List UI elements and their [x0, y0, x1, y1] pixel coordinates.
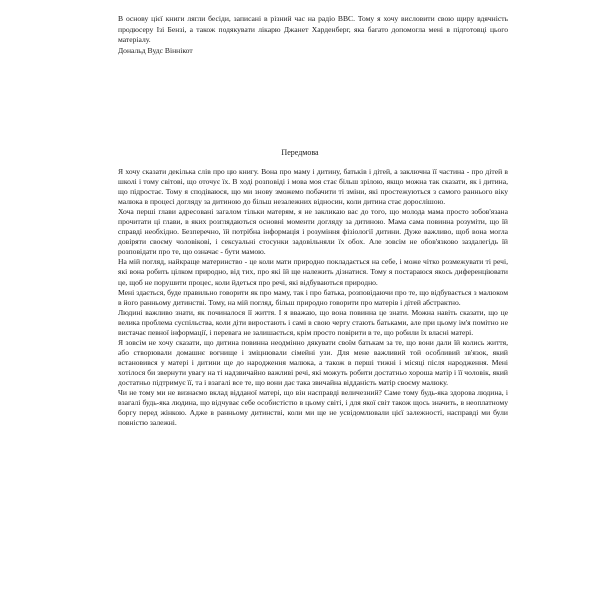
paragraph: На мій погляд, найкраще материнство - це коли мати природно покладається на себе, і може чітко розмежувати ті речі, які вона робить цілком природно, від тих, про які їй ще належить дізнатися. Тому я постараюся якось диференціювати це, щоб не порушити процес, коли йдеться про речі, які відбуваються природно. — [118, 257, 508, 287]
paragraph: Я хочу сказати декілька слів про цю книгу. Вона про маму і дитину, батьків і дітей, а заключна її частина - про дітей в школі і тому світові, що оточує їх. В ході розповіді і мова моя стає більш зрілою, якщо можна так сказати, як і дитина, що підростає. Тому я сподіваюся, що ми знову зможемо побачити ті зміни, які простежуються з самого раннього віку малюка в процесі догляду за дитиною до більш незалежних відносин, коли дитина стає дорослішою. — [118, 167, 508, 207]
paragraph: Людині важливо знати, як починалося її життя. І я вважаю, що вона повинна це знати. Можна навіть сказати, що це велика проблема суспільства, коли діти виростають і самі в свою чергу стають батьками, але при цьому ім'я помітно не вистачає певної інформації, і перевага не залишається, крім просто повірити в те, що робили їх власні матері. — [118, 307, 508, 337]
paragraph: Хоча перші глави адресовані загалом тільки матерям, я не закликаю вас до того, що молода мама просто зобов'язана прочитати ці глави, в яких розглядаються основні моменти догляду за дитиною. Мама сама повинна розуміти, що їй справді необхідно. Безперечно, їй потрібна інформація і розуміння фізіології дитини. Дуже важливо, щоб вона могла довіряти своєму чоловікові, і сексуальні стосунки задовільняли їх обох. Але зовсім не обов'язково заздалегідь їй розповідати про те, що означає - бути мамою. — [118, 207, 508, 257]
paragraph: Мені здається, буде правильно говорити як про маму, так і про батька, розповідаючи про те, що відбувається з малюком в його ранньому дитинстві. Тому, на мій погляд, більш природно говорити про матерів і дітей абстрактно. — [118, 287, 508, 307]
section-heading: Передмова — [281, 148, 319, 157]
author-signature: Дональд Вудс Віннікот — [118, 45, 193, 55]
paragraph: Я зовсім не хочу сказати, що дитина повинна неодмінно дякувати своїм батькам за те, що вони дали їй колись життя, або створювали домашнє вогнище і зміцнювали сімейні узи. Для мене важливий той особливий зв'язок, який встановився у матері і дитини ще до народження малюка, а також в перші тижні і місяці після народження. Мені хотілося би звернути увагу на ті надзвичайно важливі речі, які можуть робити достатньо хороша матір і її чоловік, який достатньо підтримує її, та і взагалі все те, що вони дає така звичайна відданість матір своєму малюку. — [118, 337, 508, 387]
preface-body — [118, 167, 508, 428]
acknowledgement-block — [118, 14, 508, 56]
acknowledgement-paragraph: В основу цієї книги лягли бесіди, записані в різний час на радіо BBC. Тому я хочу висловити свою щиру вдячність продюсеру Ізі Бензі, а також подякувати лікарю Джанет Харденберг, яка багато допомогла мені в підготовці цього матеріалу. — [118, 14, 508, 45]
paragraph: Чи не тому ми не визнаємо вклад відданої матері, що він насправді величезний? Саме тому будь-яка здорова людина, і взагалі будь-яка людина, що відчуває себе особистістю в цьому світі, і для якої світ також щось значить, в неоплатному боргу перед жінкою. Адже в ранньому дитинстві, коли ми ще не усвідомлювали цієї залежності, насправді ми були повністю залежні. — [118, 388, 508, 428]
